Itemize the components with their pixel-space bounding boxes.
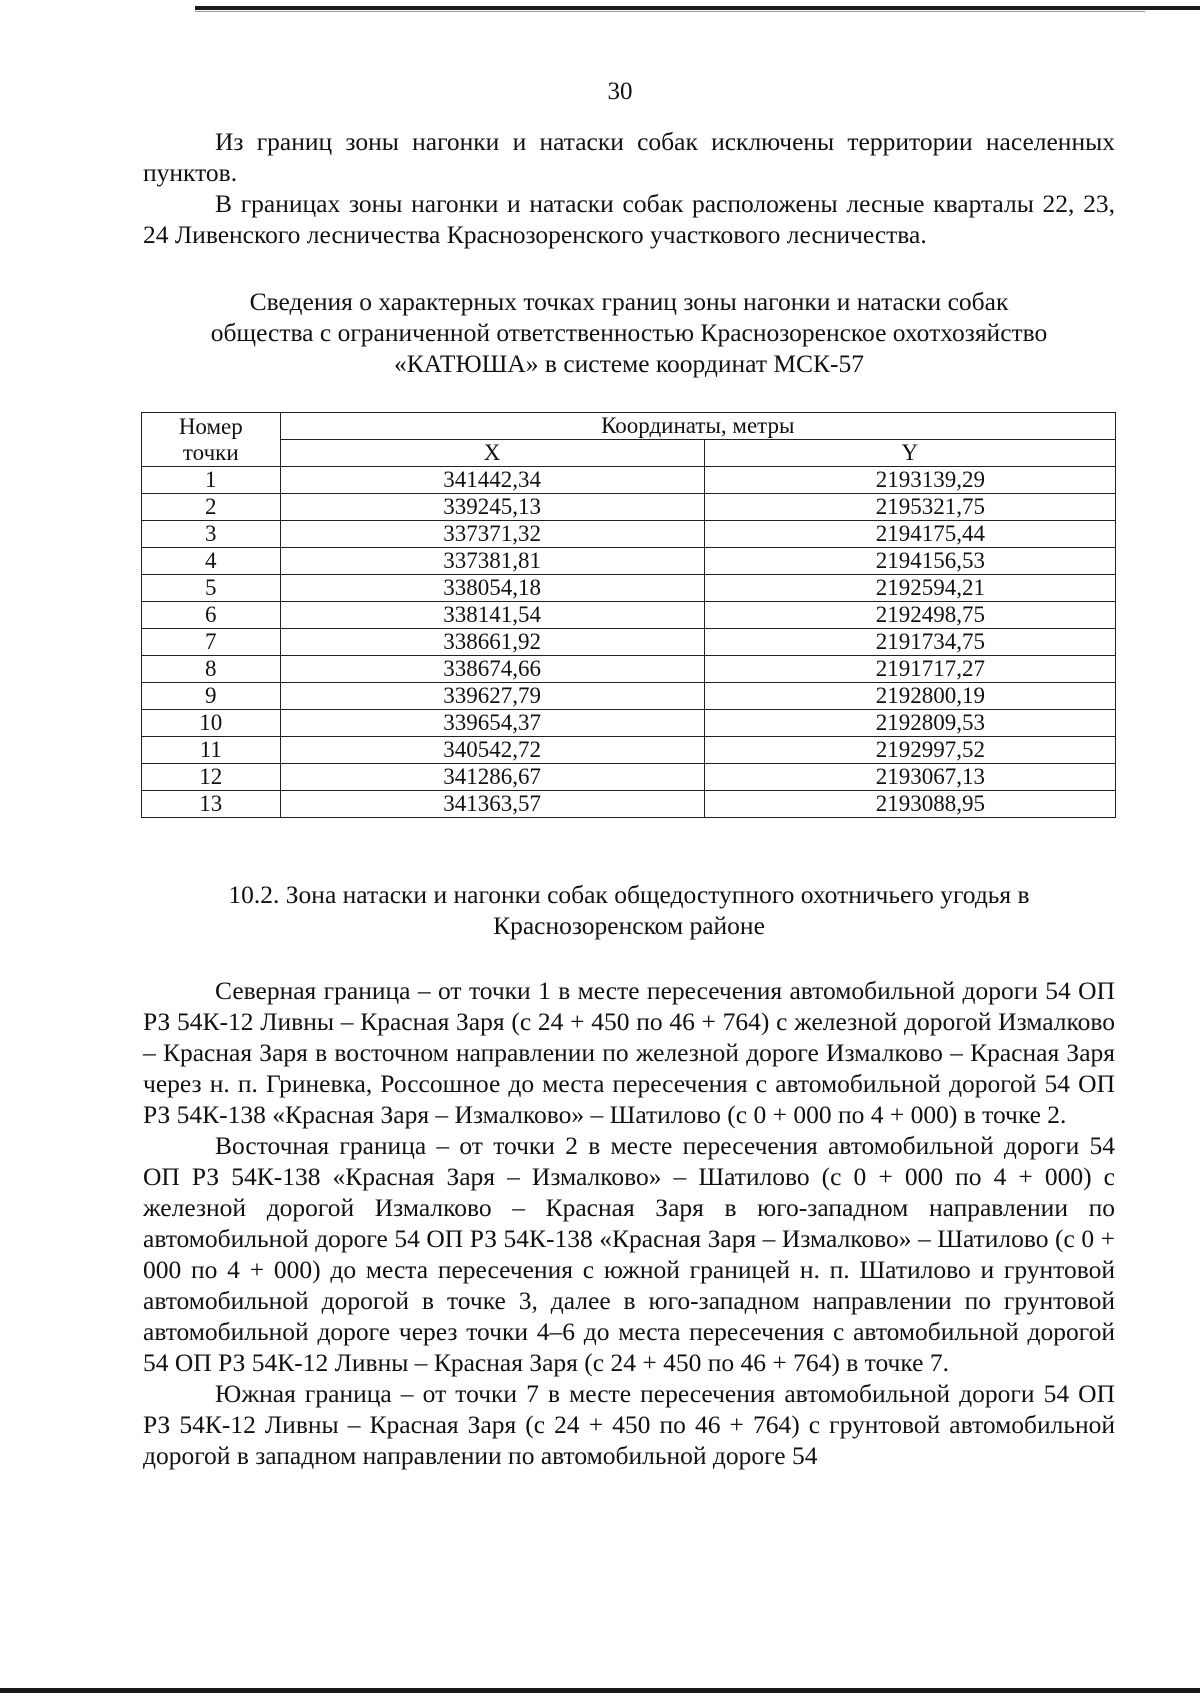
coord-y: 2192809,53 bbox=[704, 710, 1115, 737]
coord-x: 337371,32 bbox=[280, 521, 704, 548]
coord-y: 2192800,19 bbox=[704, 683, 1115, 710]
coordinates-table bbox=[141, 412, 1116, 818]
table-subheader-row bbox=[142, 440, 1116, 467]
table-row bbox=[142, 656, 1116, 683]
table-row bbox=[142, 764, 1116, 791]
coord-y: 2192997,52 bbox=[704, 737, 1115, 764]
coord-y: 2193088,95 bbox=[704, 791, 1115, 818]
point-number: 5 bbox=[142, 575, 281, 602]
table-row bbox=[142, 710, 1116, 737]
point-number: 2 bbox=[142, 494, 281, 521]
table-row bbox=[142, 521, 1116, 548]
table-row bbox=[142, 467, 1116, 494]
table-row bbox=[142, 791, 1116, 818]
point-number: 12 bbox=[142, 764, 281, 791]
boundary-description bbox=[143, 975, 1115, 1471]
coord-x: 339627,79 bbox=[280, 683, 704, 710]
coord-y: 2191734,75 bbox=[704, 629, 1115, 656]
coord-y: 2192594,21 bbox=[704, 575, 1115, 602]
point-number: 9 bbox=[142, 683, 281, 710]
point-number: 3 bbox=[142, 521, 281, 548]
table-row bbox=[142, 575, 1116, 602]
coord-x: 338141,54 bbox=[280, 602, 704, 629]
table-row bbox=[142, 737, 1116, 764]
coord-x: 340542,72 bbox=[280, 737, 704, 764]
table-body bbox=[142, 467, 1116, 818]
intro-paragraph: В границах зоны нагонки и натаски собак расположены лесные кварталы 22, 23, 24 Ливенского лесничества Краснозоренского участкового лесничества. bbox=[143, 189, 1115, 249]
scan-border-bottom bbox=[0, 1688, 1200, 1693]
table-row bbox=[142, 548, 1116, 575]
coord-x: 338674,66 bbox=[280, 656, 704, 683]
coord-y: 2192498,75 bbox=[704, 602, 1115, 629]
coord-x: 341363,57 bbox=[280, 791, 704, 818]
coord-x: 339245,13 bbox=[280, 494, 704, 521]
intro-paragraph: Из границ зоны нагонки и натаски собак исключены территории населенных пунктов. bbox=[143, 127, 1115, 187]
coord-x: 341286,67 bbox=[280, 764, 704, 791]
table-header-row bbox=[142, 413, 1116, 440]
header-y: Y bbox=[704, 440, 1115, 467]
header-point-number-line1: Номер bbox=[178, 413, 243, 439]
east-boundary-paragraph: Восточная граница – от точки 2 в месте пересечения автомобильной дороги 54 ОП РЗ 54К-138 «Красная Заря – Измалково» – Шатилово (с 0 + 000 по 4 + 000) с железной дорогой Измалково – Красная Заря в юго-западном направлении по автомобильной дороге 54 ОП РЗ 54К-138 «Красная Заря – Измалково» – Шатилово (с 0 + 000 по 4 + 000) до места пересечения с южной границей н. п. Шатилово и грунтовой автомобильной дорогой в точке 3, далее в юго-западном направлении по грунтовой автомобильной дороге через точки 4–6 до места пересечения с автомобильной дорогой 54 ОП РЗ 54К-12 Ливны – Красная Заря (с 24 + 450 по 46 + 764) в точке 7. bbox=[143, 1131, 1115, 1377]
coord-y: 2194175,44 bbox=[704, 521, 1115, 548]
header-point-number-line2: точки bbox=[182, 439, 239, 465]
scan-border-top-faint bbox=[195, 11, 1145, 12]
table-caption-line: общества с ограниченной ответственностью Краснозоренское охотхозяйство bbox=[210, 318, 1048, 347]
table-row bbox=[142, 629, 1116, 656]
point-number: 8 bbox=[142, 656, 281, 683]
coord-x: 338054,18 bbox=[280, 575, 704, 602]
coord-x: 341442,34 bbox=[280, 467, 704, 494]
table-caption bbox=[143, 286, 1115, 379]
page-number: 30 bbox=[607, 78, 633, 105]
intro-text bbox=[143, 126, 1115, 250]
point-number: 4 bbox=[142, 548, 281, 575]
header-coordinates: Координаты, метры bbox=[280, 413, 1115, 440]
coord-y: 2191717,27 bbox=[704, 656, 1115, 683]
coord-y: 2195321,75 bbox=[704, 494, 1115, 521]
section-heading-line1: 10.2. Зона натаски и нагонки собак общедоступного охотничьего угодья в bbox=[228, 880, 1030, 909]
table-caption-line: «КАТЮША» в системе координат МСК-57 bbox=[393, 349, 865, 378]
table-caption-line: Сведения о характерных точках границ зоны нагонки и натаски собак bbox=[249, 287, 1009, 316]
header-point-number bbox=[142, 413, 281, 467]
section-heading bbox=[143, 879, 1115, 941]
header-x: X bbox=[280, 440, 704, 467]
table-row bbox=[142, 494, 1116, 521]
south-boundary-paragraph: Южная граница – от точки 7 в месте пересечения автомобильной дороги 54 ОП РЗ 54К-12 Ливны – Красная Заря (с 24 + 450 по 46 + 764) с грунтовой автомобильной дорогой в западном направлении по автомобильной дороге 54 bbox=[143, 1379, 1115, 1470]
coord-y: 2193139,29 bbox=[704, 467, 1115, 494]
coord-y: 2194156,53 bbox=[704, 548, 1115, 575]
coord-x: 338661,92 bbox=[280, 629, 704, 656]
scan-border-top bbox=[195, 6, 1200, 10]
point-number: 6 bbox=[142, 602, 281, 629]
table-row bbox=[142, 602, 1116, 629]
point-number: 13 bbox=[142, 791, 281, 818]
point-number: 7 bbox=[142, 629, 281, 656]
point-number: 11 bbox=[142, 737, 281, 764]
coord-y: 2193067,13 bbox=[704, 764, 1115, 791]
section-heading-line2: Краснозоренском районе bbox=[493, 911, 765, 940]
point-number: 10 bbox=[142, 710, 281, 737]
coord-x: 339654,37 bbox=[280, 710, 704, 737]
point-number: 1 bbox=[142, 467, 281, 494]
north-boundary-paragraph: Северная граница – от точки 1 в месте пересечения автомобильной дороги 54 ОП РЗ 54К-12 Ливны – Красная Заря (с 24 + 450 по 46 + 764) с железной дорогой Измалково – Красная Заря в восточном направлении по железной дороге Измалково – Красная Заря через н. п. Гриневка, Россошное до места пересечения с автомобильной дорогой 54 ОП РЗ 54К-138 «Красная Заря – Измалково» – Шатилово (с 0 + 000 по 4 + 000) в точке 2. bbox=[143, 976, 1115, 1129]
table-row bbox=[142, 683, 1116, 710]
coord-x: 337381,81 bbox=[280, 548, 704, 575]
